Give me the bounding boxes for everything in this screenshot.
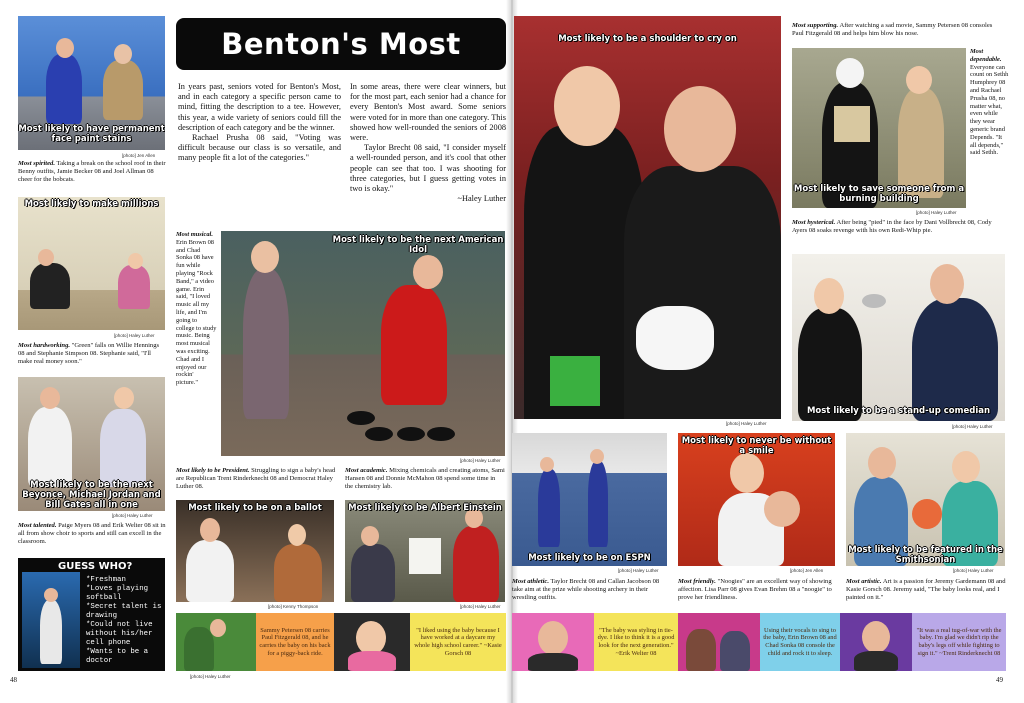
- caption-ballot: Most likely to be President. Struggling to sign a baby's head are Republican Trent Rinderknecht 08 and Democrat Haley Luther 08.: [176, 467, 336, 490]
- guess-who-item: *Freshman: [86, 576, 126, 584]
- caption-espn: Most athletic. Taylor Brecht 08 and Callan Jacobson 08 take aim at the prize while shooting archery in their wrestling outfits.: [512, 578, 660, 601]
- caption-idol: Most musical. Erin Brown 08 and Chad Sonka 08 have fun while playing "Rock Band," a video game. Erin said, "I loved music all my life, and I'm going to college to study music. Being most musical was exciting. Chad and I enjoyed our rockin' picture.": [176, 231, 217, 387]
- guess-who-item: *Secret talent is drawing: [86, 603, 162, 620]
- banner-smile: Most likely to never be without a smile: [681, 436, 832, 456]
- banner-millions: Most likely to make millions: [24, 199, 159, 209]
- caption-spirit: Most spirited. Taking a break on the school roof in their Benny outfits, Jamie Becker 08 and Joel Allman 08 cheer for the bobcats.: [18, 160, 166, 183]
- intro-paragraph: In some areas, there were clear winners, but for the most part, each senior had a chance for every Benton's Most award. Some seniors were voted for in more than one category. This showed how well-rounded the seniors of 2008 were.: [350, 82, 506, 143]
- bottom-photo-1: [176, 613, 256, 671]
- bottom-photo-3: [512, 613, 594, 671]
- caption-burning: Most dependable. Everyone can count on Sethh Humphrey 08 and Rachael Prusha 08, no matter what, even while they wear generic brand Depends. "It all depends," said Sethh.: [970, 48, 1009, 157]
- banner-shoulder: Most likely to be a shoulder to cry on: [558, 34, 737, 44]
- banner-einstein: Most likely to be Albert Einstein: [348, 503, 502, 513]
- credit-burning: [photo] Haley Luther: [916, 210, 957, 215]
- banner-idol: Most likely to be the next American Idol: [332, 235, 504, 255]
- credit-millions: [photo] Haley Luther: [114, 333, 155, 338]
- page-title: Benton's Most: [221, 27, 461, 61]
- guess-who-list: [86, 576, 162, 666]
- banner-ballot: Most likely to be on a ballot: [188, 503, 322, 513]
- credit-spirit: [photo] Jen Allen: [122, 153, 156, 158]
- guess-who-item: *Loves playing softball: [86, 585, 149, 602]
- photo-comedian: [792, 254, 1005, 421]
- page-number-right: 49: [996, 676, 1003, 684]
- intro-paragraph: In years past, seniors voted for Benton's Most, and in each category a specific person came to mind, fitting the description to a tee. However, this year, a wide variety of seniors could fill the description of each category and be the winner.: [178, 82, 341, 132]
- banner-spirit: Most likely to have permanent face paint stains: [18, 124, 165, 144]
- guess-who-photo: [22, 572, 80, 668]
- credit-einstein: [photo] Haley Luther: [460, 604, 501, 609]
- bottom-credit: [photo] Haley Luther: [190, 674, 231, 679]
- banner-burning: Most likely to save someone from a burning building: [793, 184, 965, 204]
- guess-who-item: *Could not live without his/her cell phone: [86, 621, 153, 647]
- intro-byline: ~Haley Luther: [457, 194, 506, 204]
- photo-shoulder: [514, 16, 781, 419]
- credit-beyonce: [photo] Haley Luther: [112, 513, 153, 518]
- credit-shoulder: [photo] Haley Luther: [726, 421, 767, 426]
- photo-smithsonian: [846, 433, 1005, 566]
- photo-spirit: [18, 16, 165, 150]
- bottom-quote-3: "The baby was styling in tie-dye. I like to think it is a good look for the next generation." ~Erik Welter 08: [594, 613, 678, 671]
- credit-idol: [photo] Haley Luther: [460, 458, 501, 463]
- bottom-quote-5: "It was a real tug-of-war with the baby. I'm glad we didn't rip the baby's legs off while fighting to sign it." ~Trent Rinderknecht 08: [912, 613, 1006, 671]
- credit-smile: [photo] Jen Allen: [790, 568, 824, 573]
- credit-comedian: [photo] Haley Luther: [952, 424, 993, 429]
- photo-einstein: [345, 500, 505, 602]
- credit-ballot: [photo] Kenny Thompson: [268, 604, 319, 609]
- caption-smile: Most friendly. "Noogies" are an excellent way of showing affection. Lisa Parr 08 gives Evan Brehm 08 a "noogie" to prove her friendliness.: [678, 578, 832, 601]
- page-number-left: 48: [10, 676, 17, 684]
- intro-column-2: [350, 82, 506, 204]
- caption-comedian: Most hysterical. After being "pied" in the face by Dani Vollbrecht 08, Cody Ayers 08 soaks revenge with his own Redi-Whip pie.: [792, 219, 992, 234]
- guess-who-heading: GUESS WHO?: [58, 561, 133, 572]
- guess-who-box: [18, 558, 165, 671]
- title-banner: [176, 18, 506, 70]
- banner-espn: Most likely to be on ESPN: [528, 553, 651, 563]
- photo-espn: [512, 433, 667, 566]
- bottom-photo-4: [678, 613, 760, 671]
- photo-burning: [792, 48, 966, 208]
- photo-idol: [221, 231, 505, 456]
- caption-shoulder: Most supporting. After watching a sad movie, Sammy Petersen 08 consoles Paul Fitzgerald 08 and helps him blow his nose.: [792, 22, 993, 37]
- bottom-quote-2: "I liked using the baby because I have worked at a daycare my whole high school career." ~Kasie Gorsch 08: [410, 613, 506, 671]
- caption-smithsonian: Most artistic. Art is a passion for Jeremy Gardemann 08 and Kasie Gorsch 08. Jeremy said, "The baby looks real, and I painted on it.": [846, 578, 1006, 601]
- banner-beyonce: Most likely to be the next Beyonce, Michael Jordan and Bill Gates all in one: [22, 480, 161, 510]
- banner-comedian: Most likely to be a stand-up comedian: [806, 406, 991, 416]
- banner-smithsonian: Most likely to be featured in the Smithsonian: [848, 545, 1003, 565]
- photo-millions: [18, 197, 165, 330]
- bottom-photo-5: [840, 613, 912, 671]
- credit-smithsonian: [photo] Haley Luther: [953, 568, 994, 573]
- photo-smile: [678, 433, 835, 566]
- photo-beyonce: [18, 377, 165, 511]
- caption-millions: Most hardworking. "Green" falls on Willie Hennings 08 and Stephanie Simpson 08. Stephanie said, "I'll make real money soon.": [18, 342, 160, 365]
- caption-einstein: Most academic. Mixing chemicals and creating atoms, Sami Hansen 08 and Donnie McMahon 08 spend some time in the chemistry lab.: [345, 467, 505, 490]
- intro-column-1: [178, 82, 341, 164]
- intro-paragraph: Rachael Prusha 08 said, "Voting was difficult because our class is so versatile, and many people fit a lot of the categories.": [178, 133, 341, 163]
- caption-beyonce: Most talented. Paige Myers 08 and Erik Welter 08 sit in all from show choir to sports and still can excell in the classroom.: [18, 522, 166, 545]
- guess-who-item: *Wants to be a doctor: [86, 648, 149, 665]
- credit-espn: [photo] Haley Luther: [618, 568, 659, 573]
- photo-ballot: [176, 500, 334, 602]
- bottom-quote-4: Using their vocals to sing to the baby, Erin Brown 08 and Chad Sonka 08 console the child and rock it to sleep.: [760, 613, 840, 671]
- bottom-photo-2: [334, 613, 410, 671]
- intro-paragraph: Taylor Brecht 08 said, "I consider myself a well-rounded person, and it's cool that other people can see that too. I was shooting for three categories, but I guess getting votes in two is okay.": [350, 143, 506, 194]
- bottom-quote-1: Sammy Petersen 08 carries Paul Fitzgerald 08, and he carries the baby on his back for a piggy-back ride.: [256, 613, 334, 671]
